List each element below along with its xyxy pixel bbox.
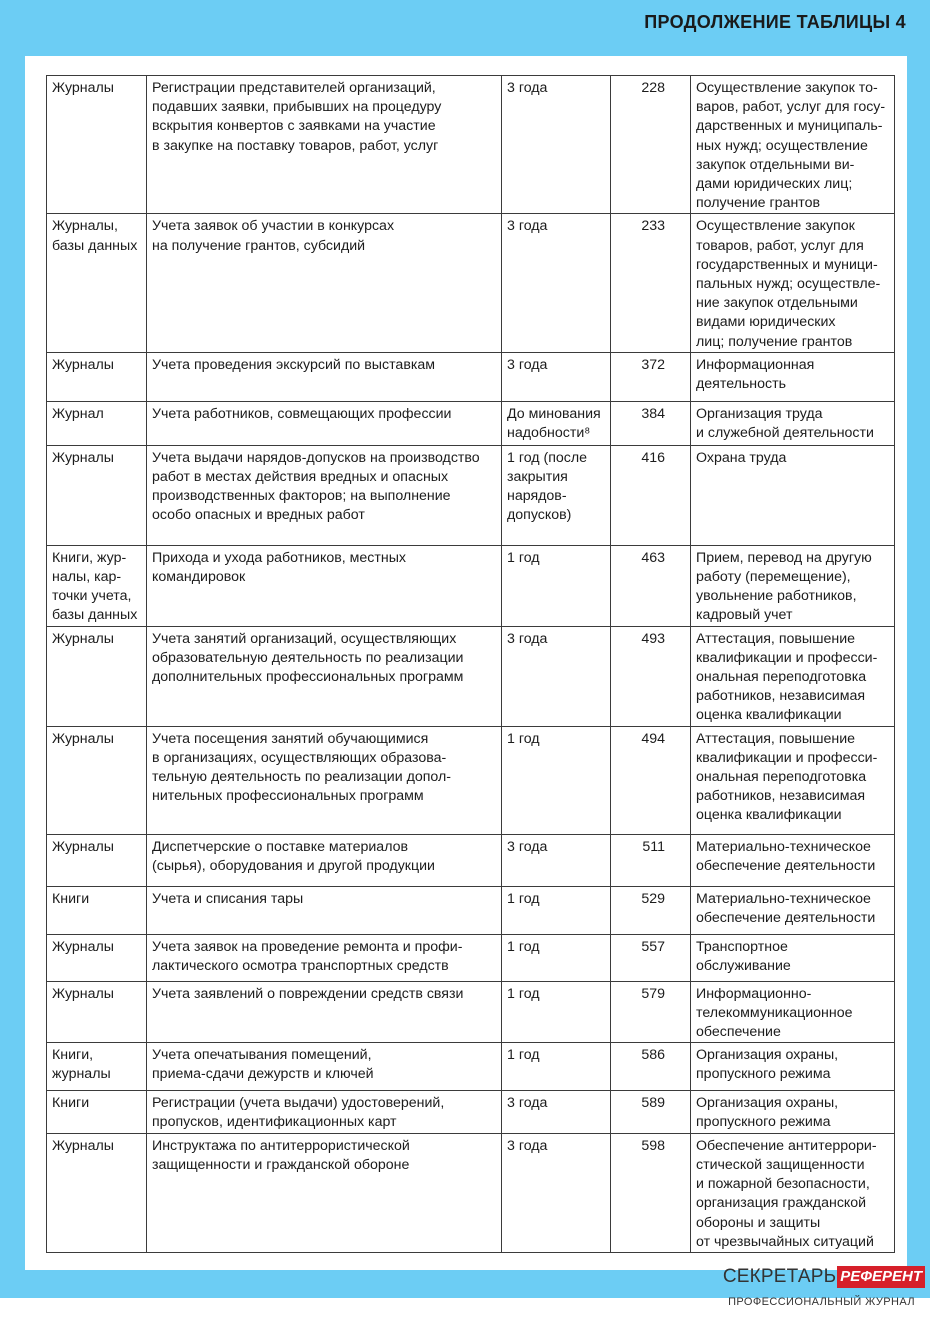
- cell-description: Учета заявок об участии в конкурсах на получение грантов, субсидий: [147, 214, 502, 352]
- cell-description: Регистрации (учета выдачи) удостоверений, пропусков, идентификационных карт: [147, 1091, 502, 1133]
- cell-retention-term: 1 год: [502, 981, 611, 1043]
- table-body: [47, 76, 895, 1253]
- cell-description: Прихода и ухода работников, местных командировок: [147, 545, 502, 626]
- cell-retention-term: 3 года: [502, 214, 611, 352]
- cell-activity-category: Осуществление закупок то- варов, работ, услуг для госу- дарственных и муниципаль- ных нужд; осуществление закупок отдельными ви- дами юридических лиц; получение грантов: [691, 76, 895, 214]
- cell-article-number: 557: [611, 934, 691, 981]
- cell-activity-category: Обеспечение антитеррори- стической защищенности и пожарной безопасности, организация гражданской обороны и защиты от чрезвычайных ситуаций: [691, 1133, 895, 1252]
- cell-retention-term: 3 года: [502, 76, 611, 214]
- cell-activity-category: Материально-техническое обеспечение деятельности: [691, 886, 895, 934]
- logo-word-secretary: СЕКРЕТАРЬ: [722, 1266, 837, 1287]
- cell-article-number: 416: [611, 445, 691, 545]
- cell-retention-term: 1 год: [502, 545, 611, 626]
- cell-description: Учета занятий организаций, осуществляющих образовательную деятельность по реализации дополнительных профессиональных программ: [147, 626, 502, 726]
- cell-document-type: Журналы: [47, 352, 147, 401]
- cell-document-type: Журналы: [47, 445, 147, 545]
- cell-description: Учета работников, совмещающих профессии: [147, 401, 502, 445]
- cell-article-number: 384: [611, 401, 691, 445]
- cell-activity-category: Информационная деятельность: [691, 352, 895, 401]
- cell-article-number: 511: [611, 834, 691, 886]
- journal-logo: [723, 1265, 925, 1289]
- cell-activity-category: Организация охраны, пропускного режима: [691, 1091, 895, 1133]
- cell-description: Учета заявлений о повреждении средств связи: [147, 981, 502, 1043]
- cell-document-type: Журналы: [47, 934, 147, 981]
- cell-description: Учета опечатывания помещений, приема-сдачи дежурств и ключей: [147, 1043, 502, 1091]
- cell-retention-term: 3 года: [502, 1133, 611, 1252]
- cell-activity-category: Информационно- телекоммуникационное обеспечение: [691, 981, 895, 1043]
- cell-retention-term: 1 год: [502, 934, 611, 981]
- cell-document-type: Журнал: [47, 401, 147, 445]
- table-row: [47, 401, 895, 445]
- records-retention-table: [46, 75, 895, 1253]
- cell-activity-category: Транспортное обслуживание: [691, 934, 895, 981]
- cell-description: Инструктажа по антитеррористической защищенности и гражданской обороне: [147, 1133, 502, 1252]
- cell-retention-term: 3 года: [502, 626, 611, 726]
- journal-footer: [722, 1259, 927, 1319]
- cell-document-type: Книги: [47, 886, 147, 934]
- cell-document-type: Книги, жур- налы, кар- точки учета, базы данных: [47, 545, 147, 626]
- cell-activity-category: Аттестация, повышение квалификации и професси- ональная переподготовка работников, независимая оценка квалификации: [691, 726, 895, 834]
- table-row: [47, 834, 895, 886]
- cell-activity-category: Прием, перевод на другую работу (перемещение), увольнение работников, кадровый учет: [691, 545, 895, 626]
- cell-article-number: 233: [611, 214, 691, 352]
- cell-article-number: 228: [611, 76, 691, 214]
- cell-activity-category: Организация труда и служебной деятельности: [691, 401, 895, 445]
- table-row: [47, 1091, 895, 1133]
- cell-activity-category: Осуществление закупок товаров, работ, услуг для государственных и муници- пальных нужд; осуществле- ние закупок отдельными видами юридических лиц; получение грантов: [691, 214, 895, 352]
- cell-document-type: Книги, журналы: [47, 1043, 147, 1091]
- table-row: [47, 214, 895, 352]
- cell-document-type: Журналы, базы данных: [47, 214, 147, 352]
- cell-activity-category: Охрана труда: [691, 445, 895, 545]
- cell-description: Регистрации представителей организаций, подавших заявки, прибывших на процедуру вскрытия конвертов с заявками на участие в закупке на поставку товаров, работ, услуг: [147, 76, 502, 214]
- cell-article-number: 579: [611, 981, 691, 1043]
- cell-document-type: Журналы: [47, 981, 147, 1043]
- table-row: [47, 626, 895, 726]
- cell-document-type: Книги: [47, 1091, 147, 1133]
- cell-retention-term: 3 года: [502, 1091, 611, 1133]
- cell-retention-term: 3 года: [502, 352, 611, 401]
- cell-retention-term: 1 год (после закрытия нарядов- допусков): [502, 445, 611, 545]
- cell-retention-term: До минования надобности⁸: [502, 401, 611, 445]
- cell-description: Учета выдачи нарядов-допусков на производство работ в местах действия вредных и опасных производственных факторов; на выполнение особо опасных и вредных работ: [147, 445, 502, 545]
- cell-retention-term: 3 года: [502, 834, 611, 886]
- cell-activity-category: Аттестация, повышение квалификации и професси- ональная переподготовка работников, независимая оценка квалификации: [691, 626, 895, 726]
- table-row: [47, 352, 895, 401]
- cell-retention-term: 1 год: [502, 726, 611, 834]
- cell-activity-category: Материально-техническое обеспечение деятельности: [691, 834, 895, 886]
- table-row: [47, 726, 895, 834]
- table-row: [47, 1043, 895, 1091]
- cell-document-type: Журналы: [47, 726, 147, 834]
- logo-word-referent: РЕФЕРЕНТ: [837, 1266, 925, 1288]
- cell-document-type: Журналы: [47, 76, 147, 214]
- cell-article-number: 529: [611, 886, 691, 934]
- table-row: [47, 545, 895, 626]
- cell-article-number: 589: [611, 1091, 691, 1133]
- journal-subtitle: ПРОФЕССИОНАЛЬНЫЙ ЖУРНАЛ: [728, 1296, 915, 1308]
- cell-description: Учета посещения занятий обучающимися в организациях, осуществляющих образова- тельную деятельность по реализации допол- нительных профессиональных программ: [147, 726, 502, 834]
- table-continuation-title: ПРОДОЛЖЕНИЕ ТАБЛИЦЫ 4: [644, 12, 906, 32]
- cell-description: Диспетчерские о поставке материалов (сырья), оборудования и другой продукции: [147, 834, 502, 886]
- cell-article-number: 494: [611, 726, 691, 834]
- cell-description: Учета и списания тары: [147, 886, 502, 934]
- cell-article-number: 372: [611, 352, 691, 401]
- cell-retention-term: 1 год: [502, 1043, 611, 1091]
- table-row: [47, 981, 895, 1043]
- cell-retention-term: 1 год: [502, 886, 611, 934]
- table-row: [47, 445, 895, 545]
- cell-activity-category: Организация охраны, пропускного режима: [691, 1043, 895, 1091]
- cell-document-type: Журналы: [47, 626, 147, 726]
- table-row: [47, 76, 895, 214]
- cell-document-type: Журналы: [47, 1133, 147, 1252]
- cell-article-number: 586: [611, 1043, 691, 1091]
- table-row: [47, 886, 895, 934]
- cell-article-number: 493: [611, 626, 691, 726]
- cell-document-type: Журналы: [47, 834, 147, 886]
- cell-description: Учета заявок на проведение ремонта и профи- лактического осмотра транспортных средств: [147, 934, 502, 981]
- table-row: [47, 934, 895, 981]
- cell-description: Учета проведения экскурсий по выставкам: [147, 352, 502, 401]
- table-row: [47, 1133, 895, 1252]
- cell-article-number: 598: [611, 1133, 691, 1252]
- cell-article-number: 463: [611, 545, 691, 626]
